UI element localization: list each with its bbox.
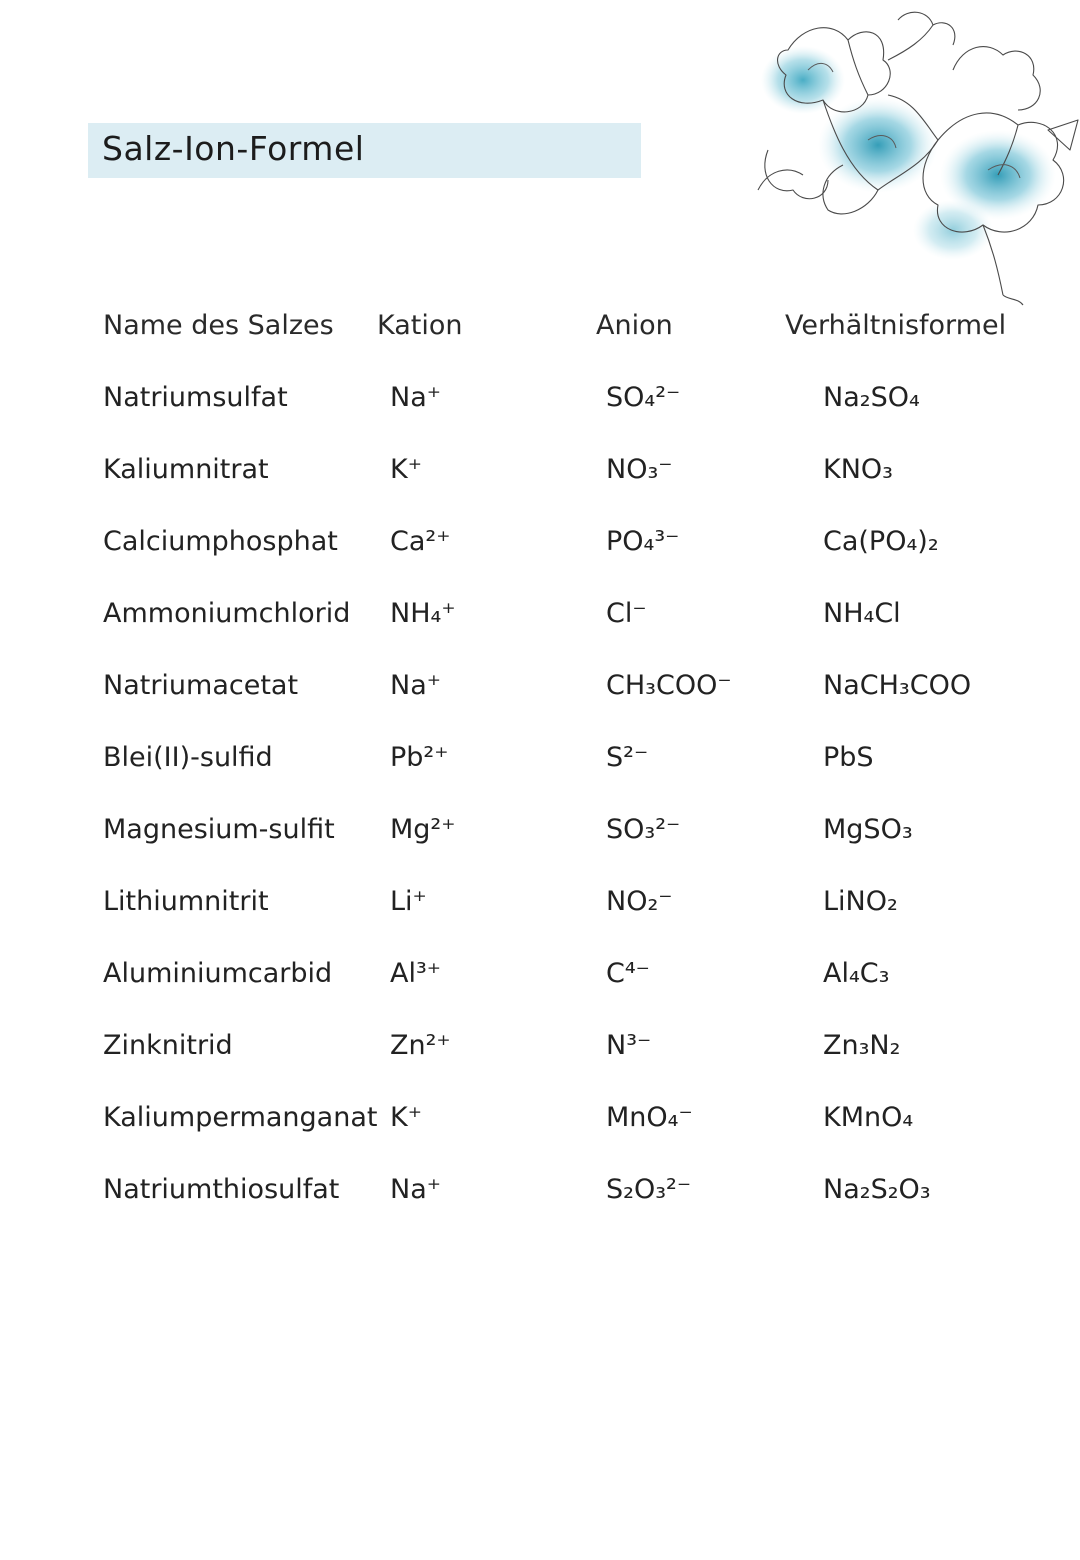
row-9-kation: Zn²⁺ (390, 1030, 451, 1061)
row-0-name: Natriumsulfat (103, 382, 288, 413)
row-10-name: Kaliumpermanganat (103, 1102, 378, 1133)
row-4-kation: Na⁺ (390, 670, 441, 701)
row-5-anion: S²⁻ (606, 742, 649, 773)
row-2-formel: Ca(PO₄)₂ (823, 526, 939, 557)
row-2-kation: Ca²⁺ (390, 526, 451, 557)
row-5-name: Blei(II)-sulfid (103, 742, 273, 773)
header-name: Name des Salzes (103, 310, 334, 341)
row-8-kation: Al³⁺ (390, 958, 442, 989)
row-10-formel: KMnO₄ (823, 1102, 914, 1133)
row-3-kation: NH₄⁺ (390, 598, 456, 629)
row-0-kation: Na⁺ (390, 382, 441, 413)
title-band (88, 123, 641, 178)
row-4-formel: NaCH₃COO (823, 670, 972, 701)
row-6-formel: MgSO₃ (823, 814, 913, 845)
row-2-anion: PO₄³⁻ (606, 526, 680, 557)
row-11-name: Natriumthiosulfat (103, 1174, 340, 1205)
row-10-anion: MnO₄⁻ (606, 1102, 693, 1133)
row-7-kation: Li⁺ (390, 886, 427, 917)
row-3-name: Ammoniumchlorid (103, 598, 351, 629)
row-1-kation: K⁺ (390, 454, 422, 485)
row-8-anion: C⁴⁻ (606, 958, 650, 989)
row-5-formel: PbS (823, 742, 874, 773)
hibiscus-watercolor-icon (748, 0, 1080, 315)
row-3-formel: NH₄Cl (823, 598, 901, 629)
row-5-kation: Pb²⁺ (390, 742, 449, 773)
row-3-anion: Cl⁻ (606, 598, 647, 629)
row-9-name: Zinknitrid (103, 1030, 233, 1061)
row-7-formel: LiNO₂ (823, 886, 898, 917)
row-6-kation: Mg²⁺ (390, 814, 456, 845)
row-10-kation: K⁺ (390, 1102, 422, 1133)
row-2-name: Calciumphosphat (103, 526, 338, 557)
row-6-name: Magnesium-sulfit (103, 814, 335, 845)
row-11-formel: Na₂S₂O₃ (823, 1174, 931, 1205)
header-verhaeltnisformel: Verhältnisformel (785, 310, 1007, 341)
page-title: Salz-Ion-Formel (102, 129, 365, 168)
row-9-formel: Zn₃N₂ (823, 1030, 901, 1061)
row-6-anion: SO₃²⁻ (606, 814, 681, 845)
row-7-name: Lithiumnitrit (103, 886, 269, 917)
row-11-kation: Na⁺ (390, 1174, 441, 1205)
row-7-anion: NO₂⁻ (606, 886, 673, 917)
row-11-anion: S₂O₃²⁻ (606, 1174, 692, 1205)
row-4-name: Natriumacetat (103, 670, 299, 701)
row-1-name: Kaliumnitrat (103, 454, 269, 485)
row-4-anion: CH₃COO⁻ (606, 670, 732, 701)
row-0-anion: SO₄²⁻ (606, 382, 681, 413)
row-0-formel: Na₂SO₄ (823, 382, 920, 413)
header-anion: Anion (596, 310, 673, 341)
row-9-anion: N³⁻ (606, 1030, 652, 1061)
row-1-formel: KNO₃ (823, 454, 893, 485)
header-kation: Kation (377, 310, 463, 341)
row-8-name: Aluminiumcarbid (103, 958, 333, 989)
row-8-formel: Al₄C₃ (823, 958, 890, 989)
row-1-anion: NO₃⁻ (606, 454, 673, 485)
